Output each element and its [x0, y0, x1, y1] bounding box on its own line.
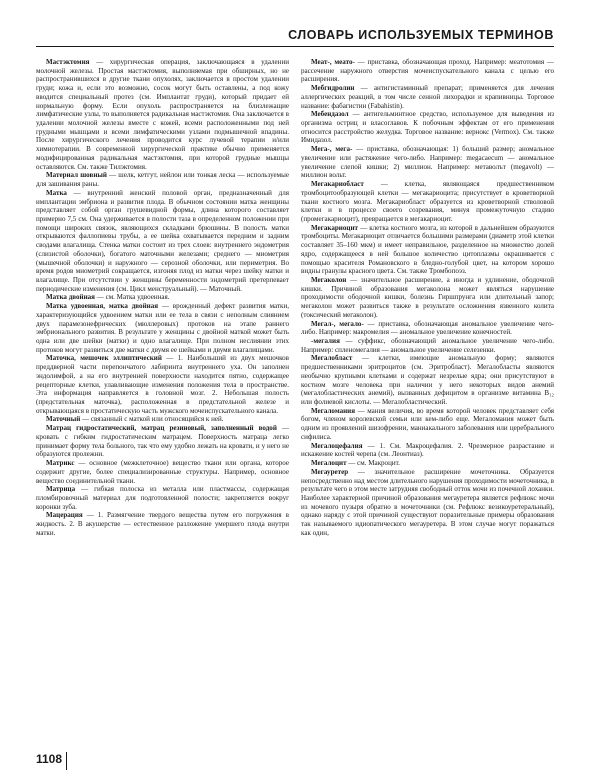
dictionary-entry [36, 354, 289, 415]
entry-definition: — см. Макроцит. [346, 459, 400, 468]
entry-definition: — врожденный дефект развития матки, характеризующийся удвоением матки или ее тела в связи с неполным слиянием двух парамезонефрических (мюллеровых) протоков на этапе раннего эмбрионального развития. В результате у женщины с двойной маткой может быть одна или две шейки (матки) и одно влагалище. При полном неслиянии этих протоков могут развиться две матки с двумя ее шейками и двумя влагалищами. [36, 302, 289, 354]
header-divider [36, 46, 554, 47]
entry-term: Мебгидролин [311, 84, 355, 93]
entry-definition: — суффикс, обозначающий аномальное увеличение чего-либо. Например: спленомегалия — аномальное увеличение селезенки. [301, 337, 554, 354]
entry-definition: — связанный с маткой или относящийся к ней. [80, 415, 224, 424]
entry-term: Матрикс [46, 459, 75, 468]
dictionary-entry [301, 442, 554, 459]
entry-definition: — 1. Наибольший из двух мешочков преддверной части перепончатого лабиринта внутреннего уха. Он заполнен эндолимфой, а на его внутренней поверхности находится пятно, содержащее рецепторные клетки, улавливающие изменения положения тела в пространстве. Эта информация направляется в головной мозг. 2. Небольшая полость (предстательная маточка), расположенная в предстательной железе и открывающаяся в простатическую часть мужского мочеиспускательного канала. [36, 354, 289, 415]
entry-definition: — значительное расширение мочеточника. Образуется непосредственно над местом длительного нарушения проходимости мочеточника, в результате чего в этом месте затрудняя свободный отток мочи из почечной лоханки. Наиболее характерной причиной образования мегауретера является рефлюкс мочи из мочевого пузыря обратно в мочеточники (см. Рефлюкс везикоуретеральный), однако наряду с этой причиной существуют поразительные примеры образования так называемого идиопатического мегауретера. В этом случае могут поражаться как один, [301, 467, 554, 537]
entry-term: Мега-, мега- [311, 145, 353, 154]
entry-term: -мегалия [311, 337, 340, 345]
entry-term: Мегалоцит [311, 459, 347, 468]
entry-definition: — клетка костного мозга, из которой в дальнейшем образуются тромбоциты. Мегакариоцит отличается большими размерами (диаметр этой клетки составляет 35–160 мкм) и имеет неправильное, разделенное на множество долей ядро, содержащееся в ней большое количество цитоплазмы окрашивается с помощью красителя Романовского в бледно-голубой цвет, на котором хорошо видны гранулы красного цвета. См. также Тромбопоэз. [301, 223, 554, 276]
dictionary-entry [301, 110, 554, 145]
dictionary-entry [36, 459, 289, 485]
entry-definition: — клетка, являющаяся предшественником тромбоцитообразующей клетки — мегакариоцита; присутствует в кроветворной ткани костного мозга. Мегакариобласт образуется из кроветворной стволовой клетки и в процессе своего созревания, минуя промежуточную стадию (промегакариоцит), превращается в мегакариоцит. [301, 180, 554, 223]
dictionary-entry [36, 485, 289, 511]
dictionary-entry [36, 424, 289, 459]
left-column [36, 58, 289, 748]
entry-term: Мацерация [46, 511, 83, 520]
dictionary-entry [36, 415, 289, 424]
entry-term: Меат-, меато- [311, 58, 355, 66]
dictionary-body [36, 58, 554, 748]
entry-definition: — шелк, кетгут, нейлон или тонкая леска — используемые для зашивания раны. [36, 171, 289, 189]
page-number: 1108 [36, 752, 63, 766]
entry-term: Мегал-, мегало- [311, 319, 364, 328]
dictionary-entry [36, 293, 289, 302]
entry-term: Матрица [46, 485, 76, 494]
dictionary-entry [301, 354, 554, 406]
entry-term: Маточный [46, 415, 81, 424]
dictionary-entry [301, 58, 554, 84]
entry-definition: — хирургическая операция, заключающаяся в удалении молочной железы. Простая мастэктомия, выполняемая при обширных, но не распространившихся в другие ткани опухолях, заключается в простом удалении груди; кожа и, если это возможно, сосок могут быть оставлены, а под кожу вводится специальный протез (см. Имплантат груди), который придает ей нормальную форму. Если опухоль распространяется на близлежащие лимфатические узлы, то выполняется радикальная мастэктомия. Она заключается в удалении молочной железы вместе с кожей, всеми расположенными под ней грудными мышцами и всеми лимфатическими узлами подмышечной впадины. После хирургического лечения проводится курс лучевой терапии и/или химиотерапии. В современной хирургической практике обычно применяется модифицированная радикальная мастэктомия, при которой грудные мышцы оставляются. См. также Тилэктомия. [36, 58, 289, 171]
dictionary-entry [301, 407, 554, 442]
right-column [301, 58, 554, 748]
entry-term: Маточка, мешочек эллиптический [46, 354, 162, 363]
dictionary-entry [301, 224, 554, 276]
entry-term: Матка двойная [46, 293, 95, 302]
entry-term: Мегакариоцит [311, 223, 358, 232]
entry-term: Мегалобласт [311, 354, 353, 363]
entry-definition: — клетки, имеющие аномальную форму; являются предшественниками эритроцитов (см. Эритробласт). Мегалобласты являются необычно крупными клетками и содержат незрелые ядра; они присутствуют в костном мозге человека при наличии у него некоторых видов анемий (мегалобластических анемий), вызванных дефицитом в организме витамина B₁₂ или фолиевой кислоты. — Мегалобластический. [301, 354, 554, 407]
entry-definition: — приставка, обозначающая аномальное увеличение чего-либо. Например: макромелия — аномальное увеличение конечностей. [301, 319, 554, 337]
dictionary-entry [301, 320, 554, 337]
entry-term: Мебендазол [311, 110, 349, 119]
page-number-divider [66, 752, 67, 770]
entry-definition: — гибкая полоска из металла или пластмассы, содержащая пломбировочный материал для подготовленной полости; закрепляется вокруг коронки зуба. [36, 485, 289, 511]
entry-term: Мегауретер [311, 467, 349, 476]
entry-definition: — 1. Размягчение твердого вещества путем его погружения в жидкость. 2. В акушерстве — естественное разложение умершего плода внутри матки. [36, 511, 289, 537]
entry-definition: — значительное расширение, а иногда и удлинение, ободочной кишки. Причиной образования мегаколона может являться нарушение проходимости ободочной кишки, болезнь Гиршпрунга или длительный запор; мегаколон может развиться также в результате осложнения язвенного колита (токсический мегаколон). [301, 275, 554, 319]
dictionary-entry [301, 459, 554, 468]
dictionary-entry [301, 84, 554, 110]
entry-term: Мастэктомия [46, 58, 90, 66]
entry-term: Мегаколон [311, 275, 347, 284]
entry-term: Матрац гидростатический, матрац резиновый, заполненный водой [46, 424, 277, 433]
dictionary-entry [301, 468, 554, 538]
entry-definition: — мания величия, во время которой человек представляет себя богом, членом королевской семьи или кем-либо еще. Мегаломания может быть одним из проявлений шизофрении, маниакального заболевания или церебрального сифилиса. [301, 406, 554, 441]
entry-term: Мегакариобласт [311, 180, 364, 189]
entry-definition: — кровать с гибким гидростатическим матрацем. Поверхность матраца легко принимает форму тела больного, так что ему удобно лежать на кровати, и у него не образуются пролежни. [36, 424, 289, 459]
dictionary-entry [36, 58, 289, 171]
dictionary-entry [36, 511, 289, 537]
dictionary-entry [36, 171, 289, 188]
dictionary-entry [301, 180, 554, 224]
entry-definition: — основное (межклеточное) вещество ткани или органа, которое содержит другие, более специализированные структуры. Например, основное вещество соединительной ткани. [36, 459, 289, 485]
page-header [0, 0, 600, 58]
entry-definition: — внутренний женский половой орган, предназначенный для имплантации эмбриона и развития плода. В обычном состоянии матка женщины представляет собой орган грушевидной формы, длина которого составляет примерно 7,5 см. Она удерживается в полости таза в определенном положении при помощи широких связок, являющихся складками брюшины. В полость матки открываются фаллопиевы трубы, а ее шейка охватывается передним и задним сводами влагалища. Стенка матки состоит из трех слоев: внутреннего эндометрия (слизистой оболочки), богатого маточными железами; среднего — миометрия (мышечной оболочки) и наружного — серозной оболочки, или периметрия. Во время родов миометрий сокращается, изгоняя плод из матки через шейку матки и влагалище. При отсутствии у женщины беременности эндометрий претерпевает периодические изменения (см. Цикл менструальный). — Маточный. [36, 188, 289, 293]
running-head-title: СЛОВАРЬ ИСПОЛЬЗУЕМЫХ ТЕРМИНОВ [288, 28, 554, 42]
entry-term: Матка удвоенная, матка двойная [46, 302, 159, 311]
dictionary-entry [301, 337, 554, 354]
entry-definition: — 1. См. Макроцефалия. 2. Чрезмерное разрастание и искажение костей черепа (см. Леонтиаз). [301, 441, 554, 459]
dictionary-entry [301, 145, 554, 180]
entry-definition: — см. Матка удвоенная. [95, 293, 170, 302]
entry-term: Мегаломания [311, 406, 356, 415]
entry-definition: — приставка, обозначающая: 1) больший размер; аномальное увеличение или растяжение чего-либо. Например: megacaecum — аномальное увеличение слепой кишки; 2) миллион. Например: метаволът (megavolt) — миллион вольт. [301, 145, 554, 180]
dictionary-entry [301, 276, 554, 320]
entry-term: Матка [46, 188, 67, 197]
dictionary-entry [36, 189, 289, 294]
entry-definition: — антигельминтное средство, используемое для выведения из организма остриц и власоглавов. К побочным эффектам от его применения относится расстройство желудка. Торговое название: вернокс (Vermox). См. также Имидазол. [301, 110, 554, 145]
dictionary-entry [36, 302, 289, 354]
entry-definition: — антигистаминный препарат; применяется для лечения аллергических реакций, в том числе сенной лихорадки и крапивницы. Торговое название: фабагистин (Fabahistin). [301, 84, 554, 110]
entry-term: Материал шовный [46, 171, 107, 180]
entry-definition: — приставка, обозначающая проход. Например: меатотомия — рассечение наружного отверстия мочеиспускательного канала с целью его расширения. [301, 58, 554, 84]
entry-term: Мегалоцефалия [311, 441, 363, 450]
